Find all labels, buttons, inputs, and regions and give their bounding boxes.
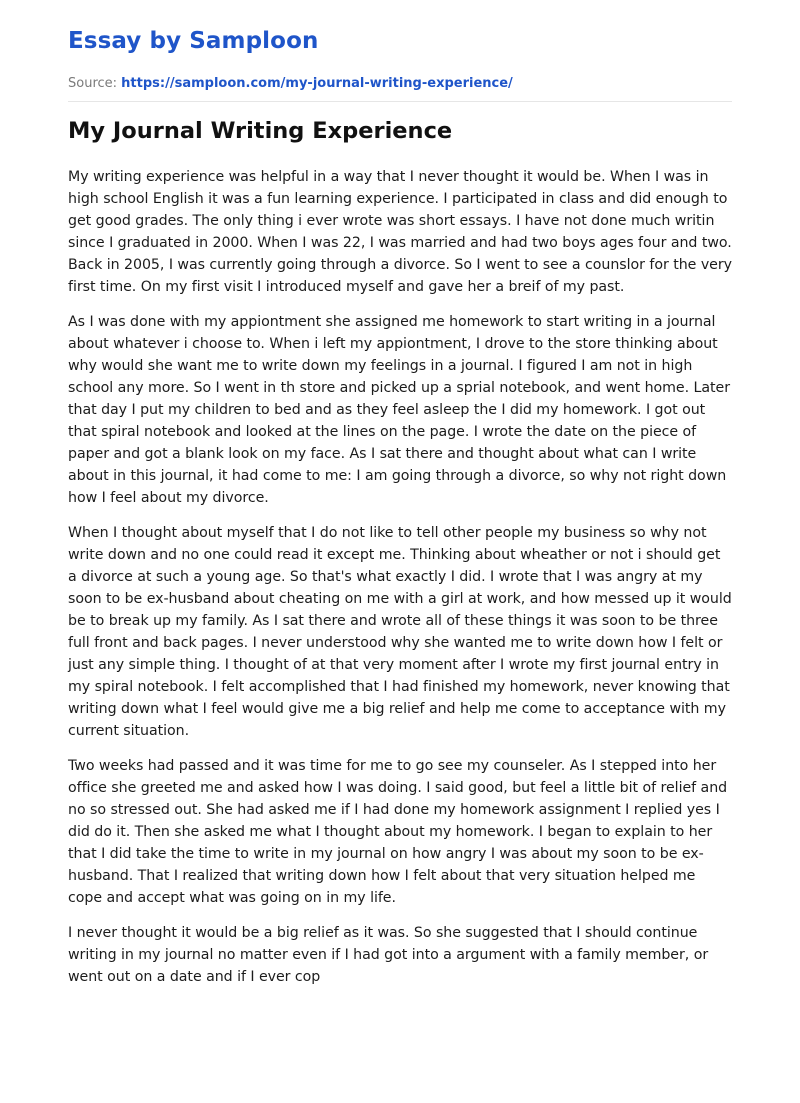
source-link[interactable]: https://samploon.com/my-journal-writing-experience/ (121, 76, 513, 91)
essay-body (68, 166, 732, 988)
essay-paragraph: Two weeks had passed and it was time for me to go see my counseler. As I stepped into her office she greeted me and asked how I was doing. I said good, but feel a little bit of relief and no so stressed out. She had asked me if I had done my homework assignment I replied yes I did do it. Then she asked me what I thought about my homework. I began to explain to her that I did take the time to write in my journal on how angry I was about my soon to be ex- husband. That I realized that writing down how I felt about that very situation helped me cope and accept what was going on in my life. (68, 758, 728, 906)
essay-paragraph: When I thought about myself that I do not like to tell other people my business so why not write down and no one could read it except me. Thinking about wheather or not i should get a divorce at such a young age. So that's what exactly I did. I wrote that I was angry at my soon to be ex-husband about cheating on me with a girl at work, and how messed up it would be to break up my family. As I sat there and wrote all of these things it was soon to be three full front and back pages. I never understood why she wanted me to write down how I felt or just any simple thing. I thought of at that very moment after I wrote my first journal entry in my spiral notebook. I felt accomplished that I had finished my homework, never knowing that writing down what I feel would give me a big relief and help me come to acceptance with my current situation. (68, 525, 732, 739)
site-brand[interactable]: Essay by Samploon (68, 28, 319, 54)
source-line (68, 76, 732, 102)
essay-paragraph: As I was done with my appiontment she assigned me homework to start writing in a journal about whatever i choose to. When i left my appiontment, I drove to the store thinking about why would she want me to write down my feelings in a journal. I figured I am not in high school any more. So I went in th store and picked up a sprial notebook, and went home. Later that day I put my children to bed and as they feel asleep the I did my homework. I got out that spiral notebook and looked at the lines on the page. I wrote the date on the piece of paper and got a blank look on my face. As I sat there and thought about what can I write about in this journal, it had come to me: I am going through a divorce, so why not right down how I feel about my divorce. (68, 314, 731, 506)
source-label: Source: (68, 76, 118, 91)
essay-paragraph: My writing experience was helpful in a way that I never thought it would be. When I was in high school English it was a fun learning experience. I participated in class and did enough to get good grades. The only thing i ever wrote was short essays. I have not done much writin since I graduated in 2000. When I was 22, I was married and had two boys ages four and two. Back in 2005, I was currently going through a divorce. So I went to see a counslor for the very first time. On my first visit I introduced myself and gave her a breif of my past. (68, 169, 732, 295)
essay-paragraph: I never thought it would be a big relief as it was. So she suggested that I should continue writing in my journal no matter even if I had got into a argument with a family member, or went out on a date and if I ever cop (68, 925, 709, 985)
essay-title: My Journal Writing Experience (68, 118, 453, 144)
